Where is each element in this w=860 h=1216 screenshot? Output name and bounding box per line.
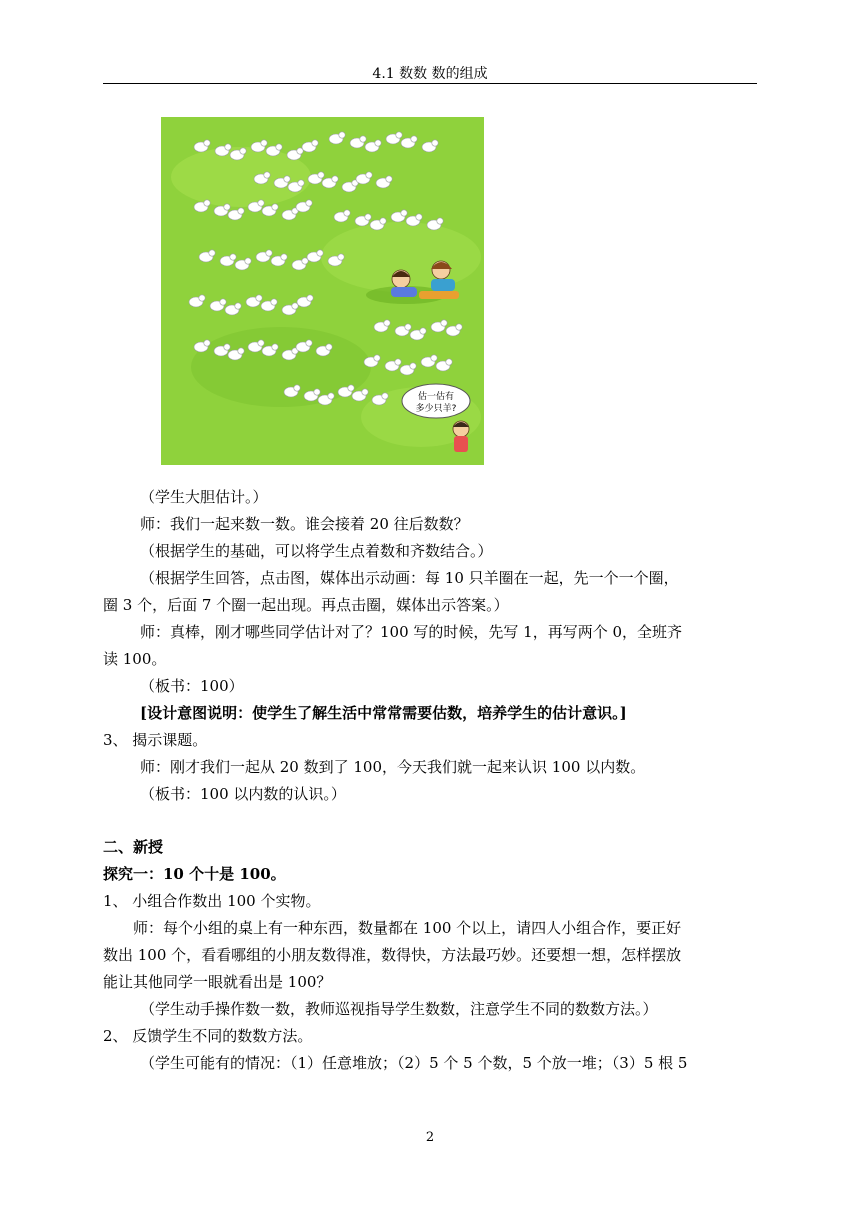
sheep-head xyxy=(204,340,210,346)
sheep-head xyxy=(332,176,338,182)
sheep-head xyxy=(411,136,417,142)
sheep-head xyxy=(366,172,372,178)
sheep-head xyxy=(338,254,344,260)
sheep-head xyxy=(326,344,332,350)
teacher-count-prompt: 师：我们一起来数一数。谁会接着 20 往后数数？ xyxy=(140,515,469,533)
sheep-head xyxy=(204,140,210,146)
sheep-head xyxy=(374,355,380,361)
teacher-topic-intro: 师：刚才我们一起从 20 数到了 100，今天我们就一起来认识 100 以内数。 xyxy=(140,758,646,776)
header-rule xyxy=(103,83,757,84)
sheep-head xyxy=(256,295,262,301)
sheep-head xyxy=(446,359,452,365)
sheep-head xyxy=(235,303,241,309)
sheep-head xyxy=(204,200,210,206)
teacher-praise-cont: 读 100。 xyxy=(103,650,167,668)
sheep-head xyxy=(396,132,402,138)
teacher-group-task: 师：每个小组的桌上有一种东西，数量都在 100 个以上，请四人小组合作，要正好 xyxy=(133,919,682,937)
sheep-head xyxy=(441,320,447,326)
sheep-head xyxy=(431,355,437,361)
section-new-lesson: 二、新授 xyxy=(103,838,164,856)
sheep-head xyxy=(360,136,366,142)
step-2-title: 2、 反馈学生不同的数数方法。 xyxy=(103,1027,313,1045)
sheep-head xyxy=(410,363,416,369)
teacher-praise: 师：真棒，刚才哪些同学估计对了？100 写的时候，先写 1，再写两个 0，全班齐 xyxy=(140,623,683,641)
board-topic: （板书：100 以内数的认识。） xyxy=(140,785,346,803)
sheep-head xyxy=(328,393,334,399)
sheep-head xyxy=(199,295,205,301)
bubble-text-2: 多少只羊? xyxy=(415,404,457,414)
sheep-head xyxy=(318,172,324,178)
sheep-head xyxy=(294,385,300,391)
student-cases: （学生可能有的情况：（1）任意堆放；（2）5 个 5 个数，5 个放一堆；（3）5 根 5 xyxy=(140,1054,688,1072)
sheep-head xyxy=(258,340,264,346)
sheep-head xyxy=(209,250,215,256)
sheep-head xyxy=(307,295,313,301)
sheep-head xyxy=(230,254,236,260)
sheep-head xyxy=(382,393,388,399)
sheep-head xyxy=(416,214,422,220)
sheep-head xyxy=(225,144,231,150)
sheep-head xyxy=(266,250,272,256)
sheep-head xyxy=(284,176,290,182)
student-estimate: （学生大胆估计。） xyxy=(140,488,268,506)
sheep-head xyxy=(261,140,267,146)
sheep-head xyxy=(420,328,426,334)
sheep-head xyxy=(306,200,312,206)
sheep-head xyxy=(437,218,443,224)
teacher-group-task-end: 能让其他同学一眼就看出是 100？ xyxy=(103,973,332,991)
sheep-head xyxy=(401,210,407,216)
sheep-head xyxy=(306,340,312,346)
sheep-head xyxy=(384,320,390,326)
student-operate-note: （学生动手操作数一数，教师巡视指导学生数数，注意学生不同的数数方法。） xyxy=(140,1000,658,1018)
sheep-head xyxy=(276,144,282,150)
sheep-head xyxy=(314,389,320,395)
page-number: 2 xyxy=(425,1130,435,1145)
sheep-head xyxy=(348,385,354,391)
teacher-group-task-cont: 数出 100 个，看看哪组的小朋友数得准，数得快，方法最巧妙。还要想一想，怎样摆放 xyxy=(103,946,682,964)
sheep-head xyxy=(365,214,371,220)
step-1-title: 1、 小组合作数出 100 个实物。 xyxy=(103,892,321,910)
sheep-head xyxy=(395,359,401,365)
sheep-head xyxy=(271,299,277,305)
sheep-head xyxy=(238,348,244,354)
sheep-head xyxy=(272,344,278,350)
sheep-head xyxy=(339,132,345,138)
sheep-head xyxy=(272,204,278,210)
sheep-head xyxy=(362,389,368,395)
page-header: 4.1 数数 数的组成 xyxy=(372,66,488,82)
count-method-note: （根据学生的基础，可以将学生点着数和齐数结合。） xyxy=(140,542,493,560)
step-3-title: 3、 揭示课题。 xyxy=(103,731,208,749)
sheep-head xyxy=(380,218,386,224)
sheep-head xyxy=(456,324,462,330)
board-100: （板书：100） xyxy=(140,677,244,695)
sheep-head xyxy=(432,140,438,146)
sheep-head xyxy=(245,258,251,264)
sheep-head xyxy=(220,299,226,305)
sheep-head xyxy=(240,148,246,154)
sheep-head xyxy=(298,180,304,186)
sheep-head xyxy=(224,204,230,210)
bubble-text-1: 估一估有 xyxy=(417,392,455,402)
sheep-head xyxy=(317,250,323,256)
sheep-head xyxy=(312,140,318,146)
design-intent: [设计意图说明：使学生了解生活中常常需要估数，培养学生的估计意识。] xyxy=(140,704,627,722)
sheep-head xyxy=(386,176,392,182)
sheep-head xyxy=(375,140,381,146)
sheep-head xyxy=(258,200,264,206)
sheep-head xyxy=(344,210,350,216)
sheep-head xyxy=(281,254,287,260)
media-answer-note: 圈 3 个，后面 7 个圈一起出现。再点击圈，媒体出示答案。） xyxy=(103,596,509,614)
sheep-head xyxy=(405,324,411,330)
explore-1-title: 探究一：10 个十是 100。 xyxy=(103,865,286,883)
sheep-head xyxy=(224,344,230,350)
sheep-head xyxy=(264,172,270,178)
sheep-field-illustration xyxy=(161,117,484,465)
sheep-head xyxy=(238,208,244,214)
media-animation-note: （根据学生回答，点击图，媒体出示动画：每 10 只羊圈在一起，先一个一个圈， xyxy=(140,569,679,587)
